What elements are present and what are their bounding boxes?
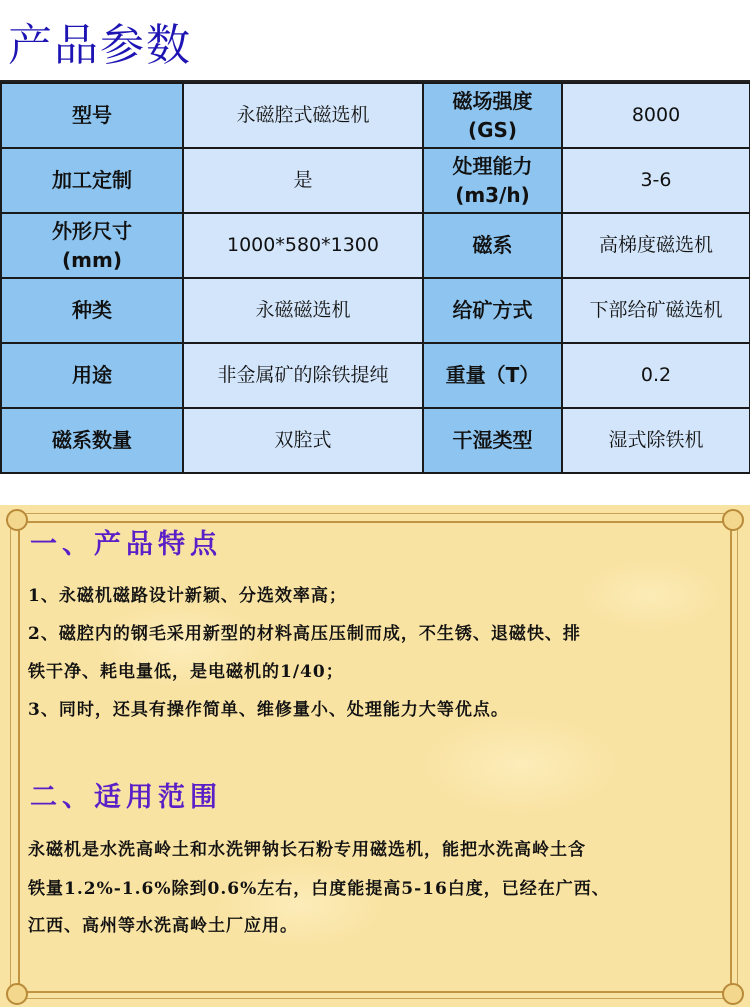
spec-label: 磁系数量 [1, 408, 183, 473]
frame-corner-ornament [722, 509, 744, 531]
spec-value: 是 [183, 148, 423, 213]
spec-label: 磁场强度 (GS) [423, 83, 562, 148]
spec-label: 用途 [1, 343, 183, 408]
spec-value: 永磁磁选机 [183, 278, 423, 343]
spec-table [0, 82, 750, 474]
spec-label: 干湿类型 [423, 408, 562, 473]
spec-value: 下部给矿磁选机 [562, 278, 750, 343]
features-line: 2、磁腔内的钢毛采用新型的材料高压压制而成，不生锈、退磁快、排 [28, 624, 581, 644]
spec-value: 双腔式 [183, 408, 423, 473]
spec-label: 磁系 [423, 213, 562, 278]
features-line: 1、永磁机磁路设计新颖、分选效率高； [28, 586, 347, 606]
description-panel [0, 505, 750, 1007]
spec-value: 0.2 [562, 343, 750, 408]
scope-line: 铁量1.2%-1.6%除到0.6%左右，白度能提高5-16白度，已经在广西、 [28, 879, 610, 899]
spec-value: 8000 [562, 83, 750, 148]
spec-value: 永磁腔式磁选机 [183, 83, 423, 148]
spec-row [1, 213, 750, 278]
spec-label: 型号 [1, 83, 183, 148]
spec-value: 湿式除铁机 [562, 408, 750, 473]
spec-label: 种类 [1, 278, 183, 343]
frame-corner-ornament [6, 983, 28, 1005]
spec-label: 重量（T） [423, 343, 562, 408]
features-heading: 一、产品特点 [30, 529, 222, 560]
scope-heading: 二、适用范围 [30, 782, 222, 813]
features-line: 3、同时，还具有操作简单、维修量小、处理能力大等优点。 [28, 700, 509, 720]
spec-value: 3-6 [562, 148, 750, 213]
spec-row [1, 148, 750, 213]
spec-value: 非金属矿的除铁提纯 [183, 343, 423, 408]
spec-row [1, 83, 750, 148]
spec-value: 高梯度磁选机 [562, 213, 750, 278]
frame-corner-ornament [722, 983, 744, 1005]
scope-line: 永磁机是水洗高岭土和水洗钾钠长石粉专用磁选机，能把水洗高岭土含 [28, 840, 586, 860]
spec-label: 加工定制 [1, 148, 183, 213]
spec-row [1, 343, 750, 408]
spec-label: 外形尺寸 (mm) [1, 213, 183, 278]
spec-row [1, 278, 750, 343]
spec-row [1, 408, 750, 473]
frame-corner-ornament [6, 509, 28, 531]
page-title: 产品参数 [8, 20, 192, 71]
spec-label: 给矿方式 [423, 278, 562, 343]
spec-label: 处理能力 (m3/h) [423, 148, 562, 213]
scope-line: 江西、高州等水洗高岭土厂应用。 [28, 916, 298, 936]
features-line: 铁干净、耗电量低，是电磁机的1/40； [28, 662, 344, 682]
spec-value: 1000*580*1300 [183, 213, 423, 278]
section-divider [0, 483, 750, 505]
